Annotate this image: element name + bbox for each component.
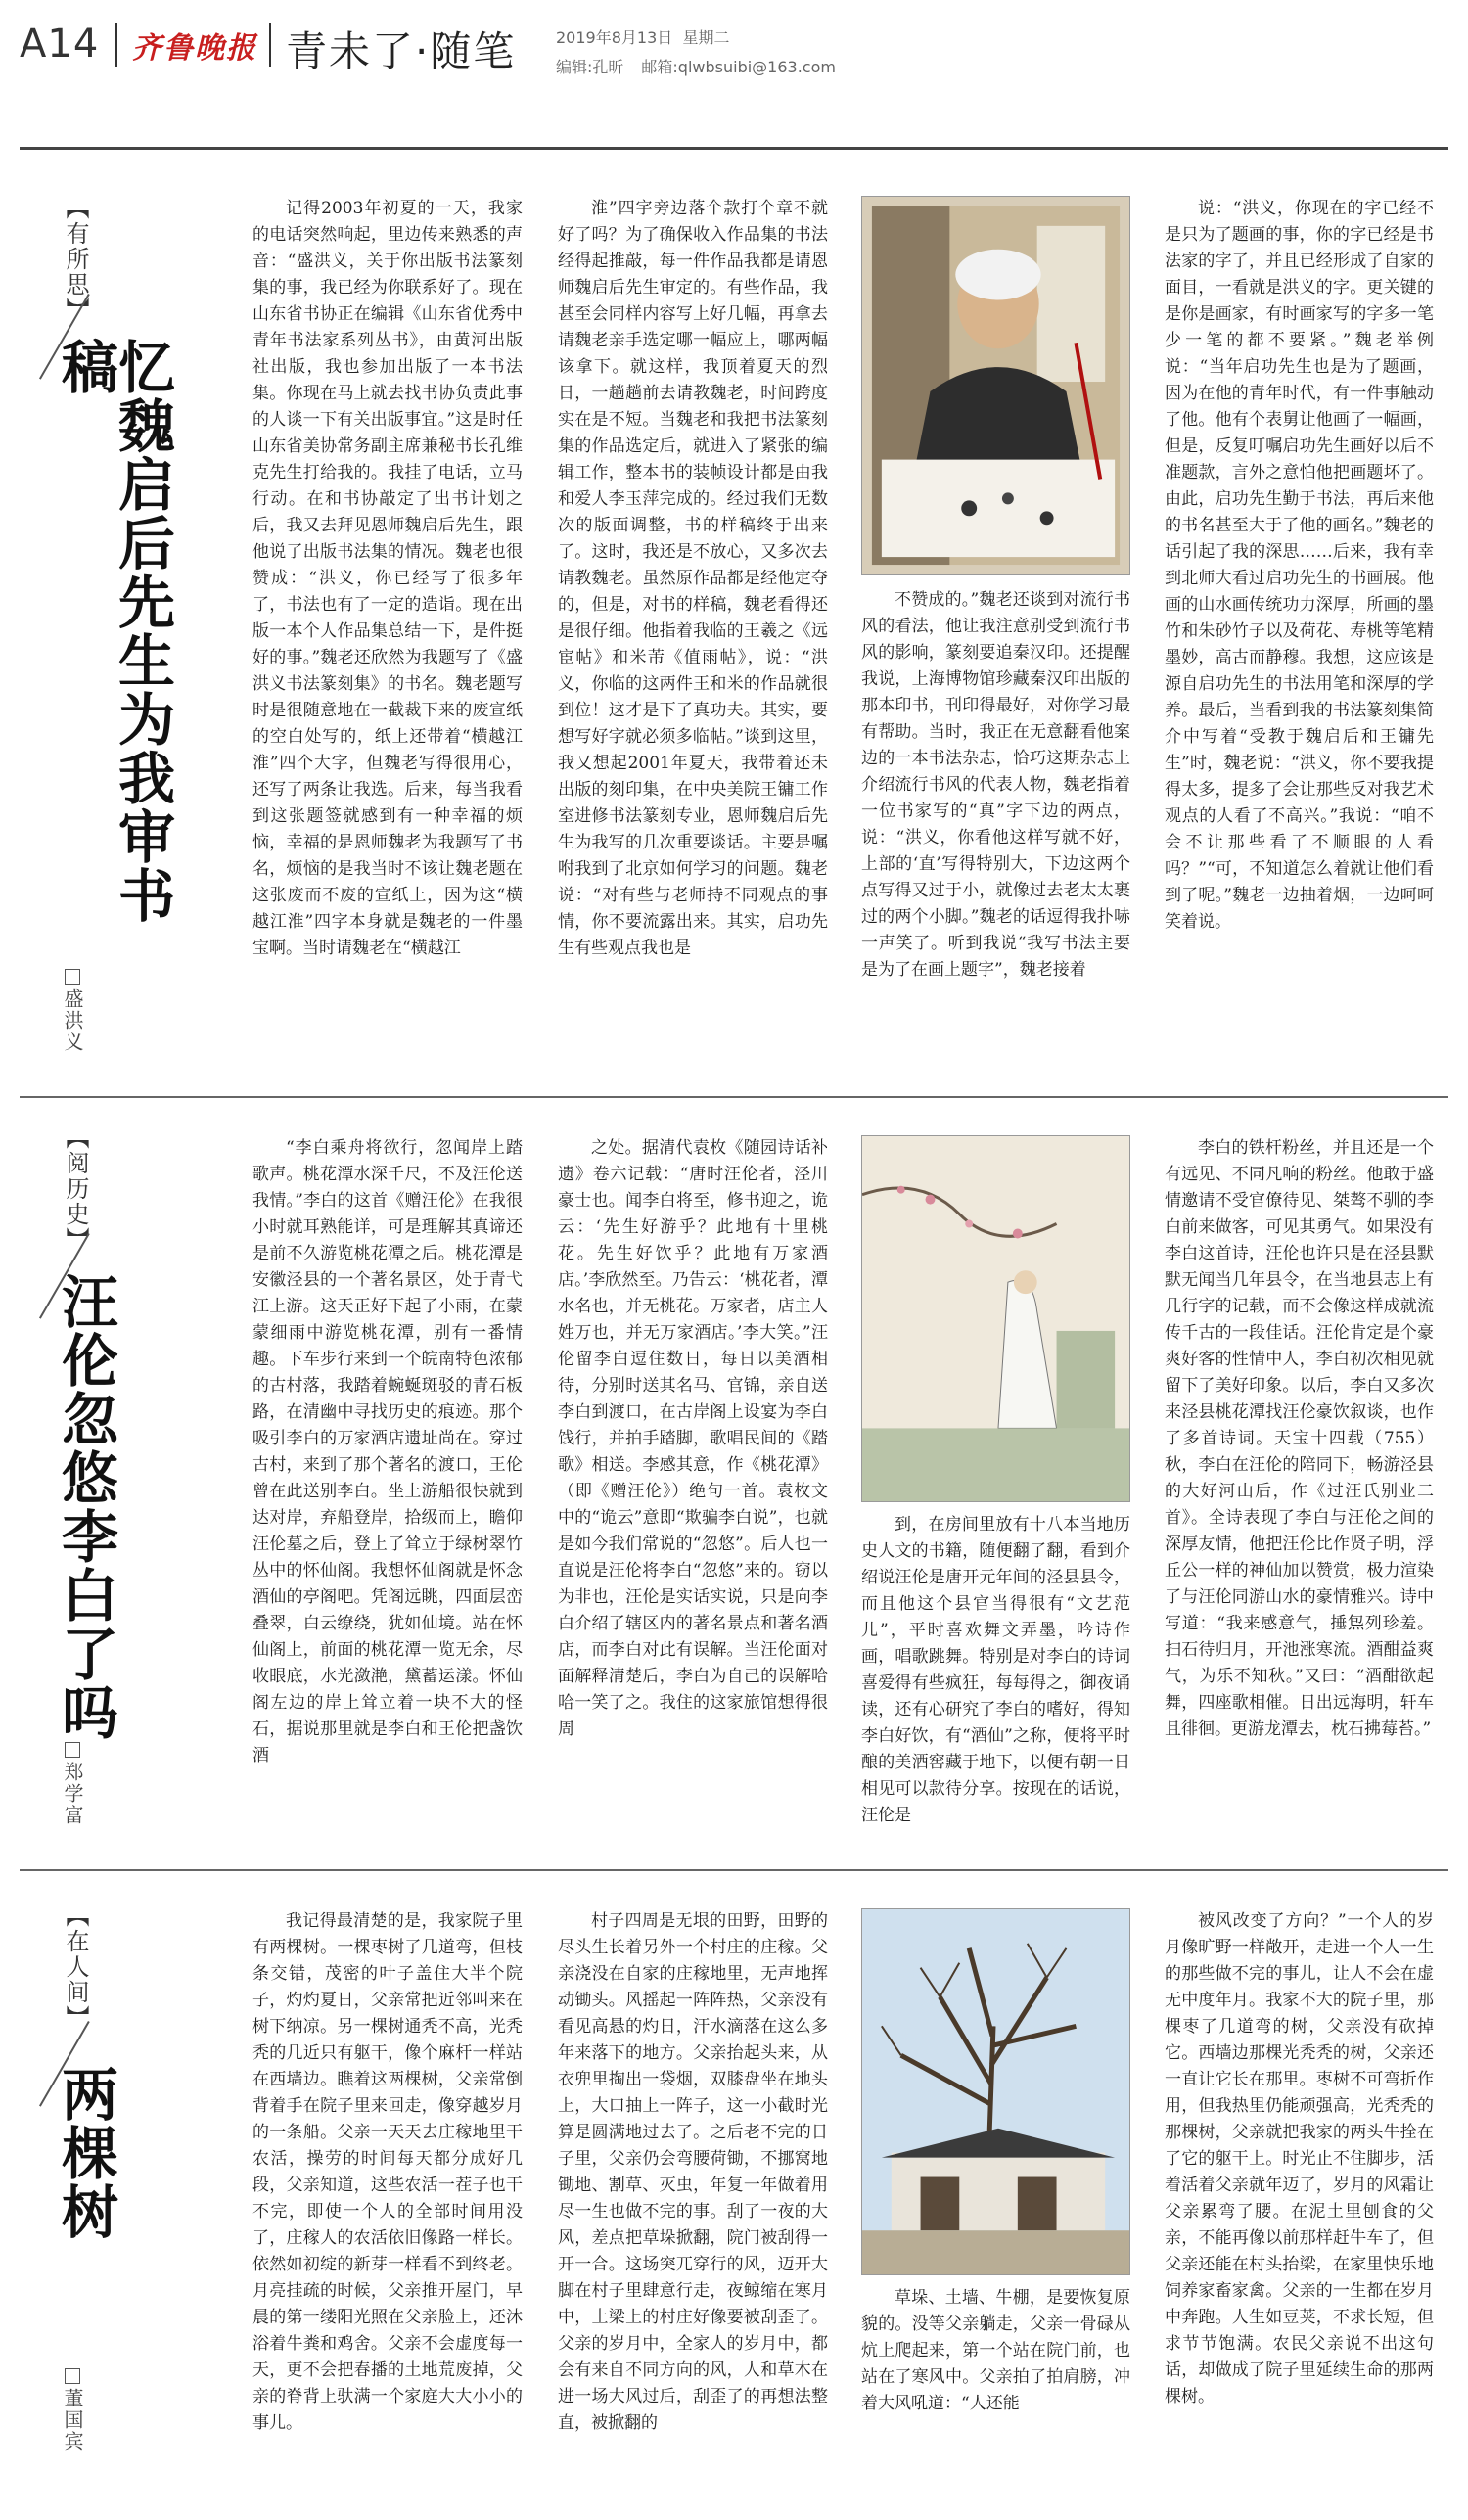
issue-date: 2019年8月13日 星期二: [556, 28, 730, 47]
article-column: 草垛、土墙、牛棚，是要恢复原貌的。没等父亲躺走，父亲一骨碌从炕上爬起来，第一个站在院门前，也站在了寒风中。父亲拍了拍肩膀，冲着大风吼道：“人还能: [861, 2288, 1130, 2413]
paper-logo: 齐鲁晚报: [132, 31, 257, 66]
section-divider: [20, 1869, 1448, 1871]
article-column: 李白的铁杆粉丝，并且还是一个有远见、不同凡响的粉丝。他敢于盛情邀请不受官僚待见、桀骜不驯的李白前来做客，可见其勇气。如果没有李白这首诗，汪伦也许只是在泾县默默无闻当几年县令，在当地县志上有几行字的记载，而不会像这样成就流传千古的一段佳话。汪伦肯定是个豪爽好客的性情中人，李白初次相见就留下了美好印象。以后，李白又多次来泾县桃花潭找汪伦豪饮叙谈，也作了多首诗词。天宝十四载（755）秋，李白在汪伦的陪同下，畅游泾县的大好河山后，作《过汪氏别业二首》。全诗表现了李白与汪伦之间的深厚友情，他把汪伦比作贤子明，浮丘公一样的神仙加以赞赏，极力渲染了与汪伦同游山水的豪情雅兴。诗中写道：“我来感意气，捶炰列珍羞。扫石待归月，开池涨寒流。酒酣益爽气，为乐不知秋。”又曰：“酒酣欲起舞，四座歌相催。日出远海明，轩车且徘徊。更游龙潭去，枕石拂莓苔。”: [1165, 1138, 1434, 1739]
article-column: 被风改变了方向？”一个人的岁月像旷野一样敞开，走进一个人一生的那些做不完的事儿，让人不会在虚无中度年月。我家不大的院子里，那棵枣了几道弯的树，父亲没有砍掉它。西墙边那棵光秃秃的树，父亲还一直让它长在那里。枣树不可弯折作用，但我热里仍能顽强高，光秃秃的那棵树，父亲就把我家的两头牛拴在了它的躯干上。时光止不住脚步，活着活着父亲就年迈了，岁月的风霜让父亲累弯了腰。在泥土里刨食的父亲，不能再像以前那样赶牛车了，但父亲还能在村头抬梁，在家里快乐地饲养家畜家禽。父亲的一生都在岁月中奔跑。人生如豆荚，不求长短，但求节节饱满。农民父亲说不出这句话，却做成了院子里延续生命的那两棵树。: [1165, 1911, 1434, 2406]
page-number: A14: [20, 22, 100, 67]
masthead-divider: [269, 23, 271, 67]
portrait-photo: [861, 196, 1130, 575]
article-column: 到，在房间里放有十八本当地历史人文的书籍，随便翻了翻，看到介绍说汪伦是唐开元年间的泾县县令，而且他这个县官当得很有“文艺范儿”，平时喜欢舞文弄墨，吟诗作画，唱歌跳舞。特别是对李白的诗词喜爱得有些疯狂，每每得之，御夜诵读，还有心研究了李白的嗜好，得知李白好饮，有“酒仙”之称，便将平时酿的美酒窖藏于地下，以便有朝一日相见可以款待分享。按现在的话说，汪伦是: [861, 1515, 1130, 1825]
article-author: 郑学富: [59, 1742, 87, 1826]
article-author: 盛洪义: [59, 969, 87, 1053]
column-tag: 【有所思】: [62, 196, 89, 323]
article-column: 我记得最清楚的是，我家院子里有两棵树。一棵枣树了几道弯，但枝条交错，茂密的叶子盖住大半个院子，灼灼夏日，父亲常把近邻叫来在树下纳凉。另一棵树通秃不高，光秃秃的几近只有躯干，像个麻杆一样站在西墙边。瞧着这两棵树，父亲常倒背着手在院子里来回走，像穿越岁月的一条船。父亲一天天去庄稼地里干农活，操劳的时间每天都分成好几段，父亲知道，这些农活一茬子也干不完，即使一个人的全部时间用没了，庄稼人的农活依旧像路一样长。依然如初绽的新芽一样看不到终老。月亮挂疏的时候，父亲推开屋门，早晨的第一缕阳光照在父亲脸上，还沐浴着牛粪和鸡舍。父亲不会虚度每一天，更不会把春播的土地荒废掉，父亲的脊背上驮满一个家庭大大小小的事儿。: [252, 1911, 523, 2433]
article-title: 忆魏启后先生为我审书稿: [52, 338, 175, 925]
section-title: 青未了·随笔: [286, 27, 517, 75]
column-tag: 【阅历史】: [62, 1125, 89, 1253]
article-column: “李白乘舟将欲行，忽闻岸上踏歌声。桃花潭水深千尺，不及汪伦送我情。”李白的这首《赠汪伦》在我很小时就耳熟能详，可是理解其真谛还是前不久游览桃花潭之后。桃花潭是安徽泾县的一个著名景区，处于青弋江上游。这天正好下起了小雨，在蒙蒙细雨中游览桃花潭，别有一番情趣。下车步行来到一个皖南特色浓郁的古村落，我踏着蜿蜒斑驳的青石板路，在清幽中寻找历史的痕迹。那个吸引李白的万家酒店遗址尚在。穿过古村，来到了那个著名的渡口，王伦曾在此送别李白。坐上游船很快就到达对岸，弃船登岸，拾级而上，瞻仰汪伦墓之后，登上了耸立于绿树翠竹丛中的怀仙阁。我想怀仙阁就是怀念酒仙的亭阁吧。凭阁远眺，四面层峦叠翠，白云缭绕，犹如仙境。站在怀仙阁上，前面的桃花潭一览无余，尽收眼底，水光潋滟，黛蓄运漾。怀仙阁左边的岸上耸立着一块不大的怪石，据说那里就是李白和王伦把盏饮酒: [252, 1138, 523, 1765]
masthead-divider: [115, 23, 117, 67]
article-title: 汪伦忽悠李白了吗: [52, 1272, 118, 1742]
article-author: 董国宾: [59, 2368, 87, 2452]
editor-info: 编辑:孔昕 邮箱:qlwbsuibi@163.com: [556, 58, 836, 76]
article-column: 之处。据清代袁枚《随园诗话补遗》卷六记载：“唐时汪伦者，泾川豪士也。闻李白将至，修书迎之，诡云：‘先生好游乎？此地有十里桃花。先生好饮乎？此地有万家酒店。’李欣然至。乃告云：‘桃花者，潭水名也，并无桃花。万家者，店主人姓万也，并无万家酒店。’李大笑。”汪伦留李白逗住数日，每日以美酒相待，分别时送其名马、官锦，亲自送李白到渡口，在古岸阁上设宴为李白饯行，并拍手踏脚，歌唱民间的《踏歌》相送。李感其意，作《桃花潭》（即《赠汪伦》）绝句一首。袁枚文中的“诡云”意即“欺骗李白说”，也就是如今我们常说的“忽悠”。后人也一直说是汪伦将李白“忽悠”来的。窃以为非也，汪伦是实话实说，只是向李白介绍了辖区内的著名景点和著名酒店，而李白对此有误解。当汪伦面对面解释清楚后，李白为自己的误解哈哈一笑了之。我住的这家旅馆想得很周: [558, 1138, 828, 1739]
article-column: 说：“洪义，你现在的字已经不是只为了题画的事，你的字已经是书法家的字了，并且已经形成了自家的面目，一看就是洪义的字。更关键的是你是画家，有时画家写的字多一笔少一笔的都不要紧。”魏老举例说：“当年启功先生也是为了题画，因为在他的青年时代，有一件事触动了他。他有个表舅让他画了一幅画，但是，反复叮嘱启功先生画好以后不准题款，言外之意怕他把画题坏了。由此，启功先生勤于书法，再后来他的书名甚至大于了他的画名。”魏老的话引起了我的深思……后来，我有幸到北师大看过启功先生的书画展。他画的山水画传统功力深厚，所画的墨竹和朱砂竹子以及荷花、寿桃等笔精墨妙，高古而静穆。我想，这应该是源自启功先生的书法用笔和深厚的学养。最后，当看到我的书法篆刻集简介中写着“受教于魏启后和王镛先生”时，魏老说：“洪义，你不要我提得太多，提多了会让那些反对我艺术观点的人看了不高兴。”我说：“咱不会不让那些看了不顺眼的人看吗？”“可，不知道怎么着就让他们看到了呢。”魏老一边抽着烟，一边呵呵笑着说。: [1165, 199, 1434, 932]
article-column: 淮”四字旁边落个款打个章不就好了吗？为了确保收入作品集的书法经得起推敲，每一件作品我都是请恩师魏启后先生审定的。有些作品，我甚至会同样内容写上好几幅，再拿去请魏老亲手选定哪一幅应上，哪两幅该拿下。就这样，我顶着夏天的烈日，一趟趟前去请教魏老，时间跨度实在是不短。当魏老和我把书法篆刻集的作品选定后，就进入了紧张的编辑工作，整本书的装帧设计都是由我和爱人李玉萍完成的。经过我们无数次的版面调整，书的样稿终于出来了。这时，我还是不放心，又多次去请教魏老。虽然原作品都是经他定夺的，但是，对书的样稿，魏老看得还是很仔细。他指着我临的王羲之《远宦帖》和米芾《值雨帖》，说：“洪义，你临的这两件王和米的作品就很到位！这才是下了真功夫。其实，要想写好字就必须多临帖。”谈到这里，我又想起2001年夏天，我带着还未出版的刻印集，在中央美院王镛工作室进修书法篆刻专业，恩师魏启后先生为我写的几次重要谈话。主要是嘱咐我到了北京如何学习的问题。魏老说：“对有些与老师持不同观点的事情，你不要流露出来。其实，启功先生有些观点我也是: [558, 199, 828, 958]
painting-photo: [861, 1135, 1130, 1502]
tree-photo: [861, 1908, 1130, 2275]
column-tag: 【在人间】: [62, 1903, 89, 2031]
article-title: 两棵树: [52, 2065, 118, 2241]
article-column: 不赞成的。”魏老还谈到对流行书风的看法，他让我注意别受到流行书风的影响，篆刻要追秦汉印。还提醒我说，上海博物馆珍藏秦汉印出版的那本印书，刊印得最好，对你学习最有帮助。当时，我正在无意翻看他案边的一本书法杂志，恰巧这期杂志上介绍流行书风的代表人物，魏老指着一位书家写的“真”字下边的两点，说：“洪义，你看他这样写就不好，上部的‘直’写得特别大，下边这两个点写得又过于小，就像过去老太太裹过的两个小脚。”魏老的话逗得我扑哧一声笑了。听到我说“我写书法主要是为了在画上题字”，魏老接着: [861, 590, 1130, 980]
article-column: 村子四周是无垠的田野，田野的尽头生长着另外一个村庄的庄稼。父亲浇没在自家的庄稼地里，无声地挥动锄头。风摇起一阵阵热，父亲没有看见高悬的灼日，汗水滴落在这么多年来落下的地方。父亲抬起头来，从衣兜里掏出一袋烟，双膝盘坐在地头上，大口抽上一阵子，这一小截时光算是圆满地过去了。之后老不完的日子里，父亲仍会弯腰荷锄，不挪窝地锄地、割草、灭虫，年复一年做着用尽一生也做不完的事。刮了一夜的大风，差点把草垛掀翻，院门被刮得一开一合。这场突兀穿行的风，迈开大脚在村子里肆意行走，夜鲸缩在寒月中，土梁上的村庄好像要被刮歪了。父亲的岁月中，全家人的岁月中，都会有来自不同方向的风，人和草木在进一场大风过后，刮歪了的再想法整直，被掀翻的: [558, 1911, 828, 2433]
masthead-rule: [20, 147, 1448, 150]
section-divider: [20, 1096, 1448, 1098]
article-column: 记得2003年初夏的一天，我家的电话突然响起，里边传来熟悉的声音：“盛洪义，关于你出版书法篆刻集的事，我已经为你联系好了。现在山东省书协正在编辑《山东省优秀中青年书法家系列丛书》，由黄河出版社出版，我也参加出版了一本书法集。你现在马上就去找书协负责此事的人谈一下有关出版事宜。”这是时任山东省美协常务副主席兼秘书长孔维克先生打给我的。我挂了电话，立马行动。在和书协敲定了出书计划之后，我又去拜见恩师魏启后先生，跟他说了出版书法集的情况。魏老也很赞成：“洪义，你已经写了很多年了，书法也有了一定的造诣。现在出版一本个人作品集总结一下，是件挺好的事。”魏老还欣然为我题写了《盛洪义书法篆刻集》的书名。魏老题写时是很随意地在一截裁下来的废宣纸的空白处写的，纸上还带着“横越江淮”四个大字，但魏老写得很用心，还写了两条让我选。后来，每当我看到这张题签就感到有一种幸福的烦恼，幸福的是恩师魏老为我题写了书名，烦恼的是我当时不该让魏老题在这张废而不废的宣纸上，因为这“横越江淮”四字本身就是魏老的一件墨宝啊。当时请魏老在“横越江: [252, 199, 523, 958]
